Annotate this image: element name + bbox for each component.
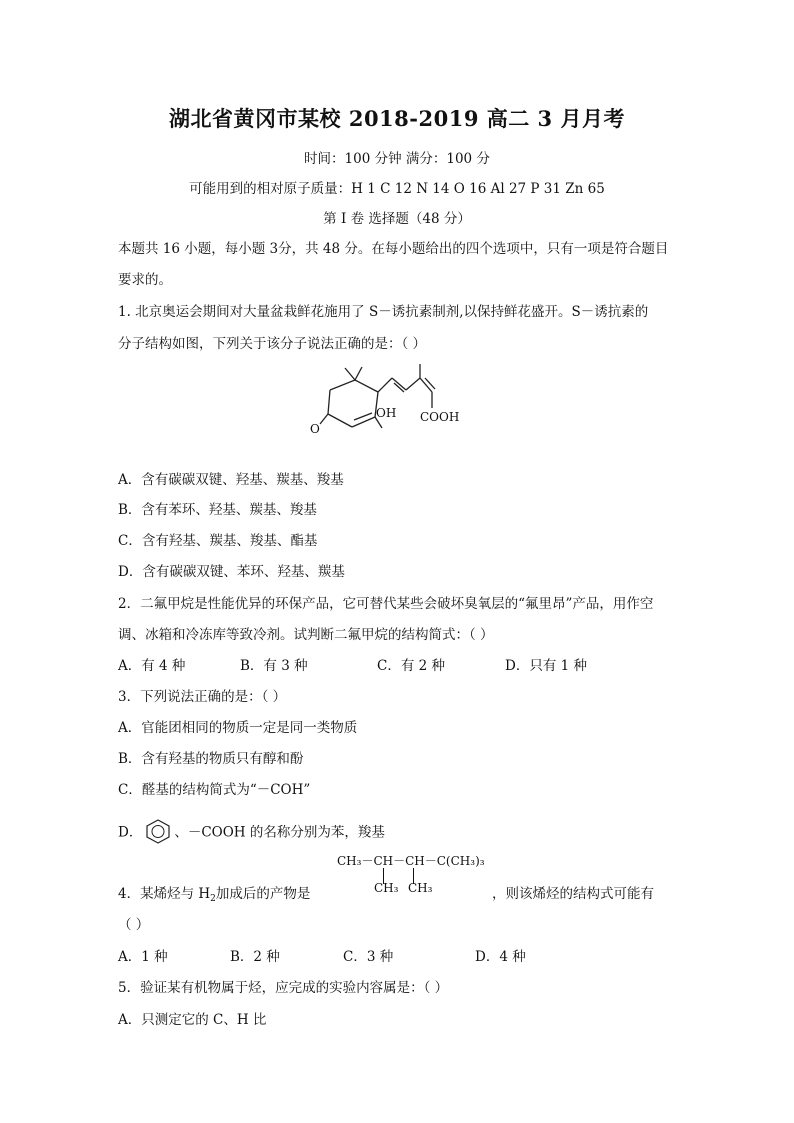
mol-cooh-label: COOH	[420, 410, 460, 424]
q1-stem-2: 分子结构如图，下列关于该分子说法正确的是：（ ）	[118, 336, 427, 352]
q4-option-a: A．1 种	[118, 949, 168, 965]
time-info: 时间：100 分钟 满分：100 分	[304, 151, 490, 167]
q4-option-d: D．4 种	[475, 949, 526, 965]
q4-stem-subscript: 2	[210, 894, 216, 904]
q4-stem-suffix: ，则该烯烃的结构式可能有	[492, 886, 654, 902]
q4-formula-branch-1: CH₃	[374, 881, 399, 895]
s-abscisic-acid-structure	[300, 362, 480, 446]
molecule-diagram	[300, 362, 480, 442]
q1-option-c: C．含有羟基、羰基、羧基、酯基	[118, 533, 318, 549]
q4-stem-prefix: 4．某烯烃与 H	[118, 886, 211, 902]
q4-formula-branch-2: CH₃	[408, 881, 433, 895]
q4-stem	[118, 882, 310, 904]
q5-option-a: A．只测定它的 C、H 比	[118, 1012, 267, 1028]
mol-o-label: O	[310, 422, 320, 436]
q4-formula-main: CH₃－CH－CH－C(CH₃)₃	[337, 854, 485, 868]
section-heading: 第 I 卷 选择题（48 分）	[323, 211, 471, 227]
q4-stem-2: （ ）	[118, 917, 150, 933]
q3-option-b: B．含有羟基的物质只有醇和酚	[118, 751, 304, 767]
mol-oh-label: OH	[376, 406, 397, 420]
q3-option-d	[118, 818, 385, 848]
q1-stem-1: 1. 北京奥运会期间对大量盆栽鲜花施用了 S－诱抗素制剂,以保持鲜花盛开。S－诱抗素的	[118, 304, 649, 320]
q3-option-d-prefix: D．	[118, 824, 143, 841]
exam-title: 湖北省黄冈市某校 2018-2019 高二 3 月月考	[169, 106, 625, 131]
q2-option-c: C．有 2 种	[377, 658, 446, 674]
q2-stem-1: 2．二氟甲烷是性能优异的环保产品，它可替代某些会破坏臭氧层的“氟里昂”产品，用作空	[118, 596, 654, 612]
q2-stem-2: 调、冰箱和冷冻库等致冷剂。试判断二氟甲烷的结构简式：（ ）	[118, 627, 494, 643]
q2-option-d: D．只有 1 种	[505, 658, 587, 674]
q1-option-b: B．含有苯环、羟基、羰基、羧基	[118, 502, 317, 518]
q2-option-a: A．有 4 种	[118, 658, 186, 674]
q4-option-c: C．3 种	[343, 949, 394, 965]
q5-stem: 5．验证某有机物属于烃，应完成的实验内容属是：（ ）	[118, 980, 449, 996]
q3-option-d-suffix: 、－COOH 的名称分别为苯，羧基	[174, 824, 385, 841]
atomic-masses: 可能用到的相对原子质量：H 1 C 12 N 14 O 16 Al 27 P 31 Zn 65	[189, 181, 605, 197]
instructions-line-2: 要求的。	[118, 272, 172, 288]
q1-option-a: A．含有碳碳双键、羟基、羰基、羧基	[118, 472, 344, 488]
q1-option-d: D．含有碳碳双键、苯环、羟基、羰基	[118, 564, 345, 580]
q2-option-b: B．有 3 种	[240, 658, 308, 674]
q3-option-c: C．醛基的结构简式为“－COH”	[118, 782, 311, 798]
benzene-ring-icon	[144, 818, 172, 848]
q4-option-b: B．2 种	[230, 949, 280, 965]
instructions-line-1: 本题共 16 小题，每小题 3分，共 48 分。在每小题给出的四个选项中，只有一项是符合题目	[118, 241, 669, 257]
q4-stem-mid: 加成后的产物是	[215, 886, 311, 902]
q3-stem: 3．下列说法正确的是：（ ）	[118, 689, 287, 705]
q3-option-a: A．官能团相同的物质一定是同一类物质	[118, 720, 358, 736]
